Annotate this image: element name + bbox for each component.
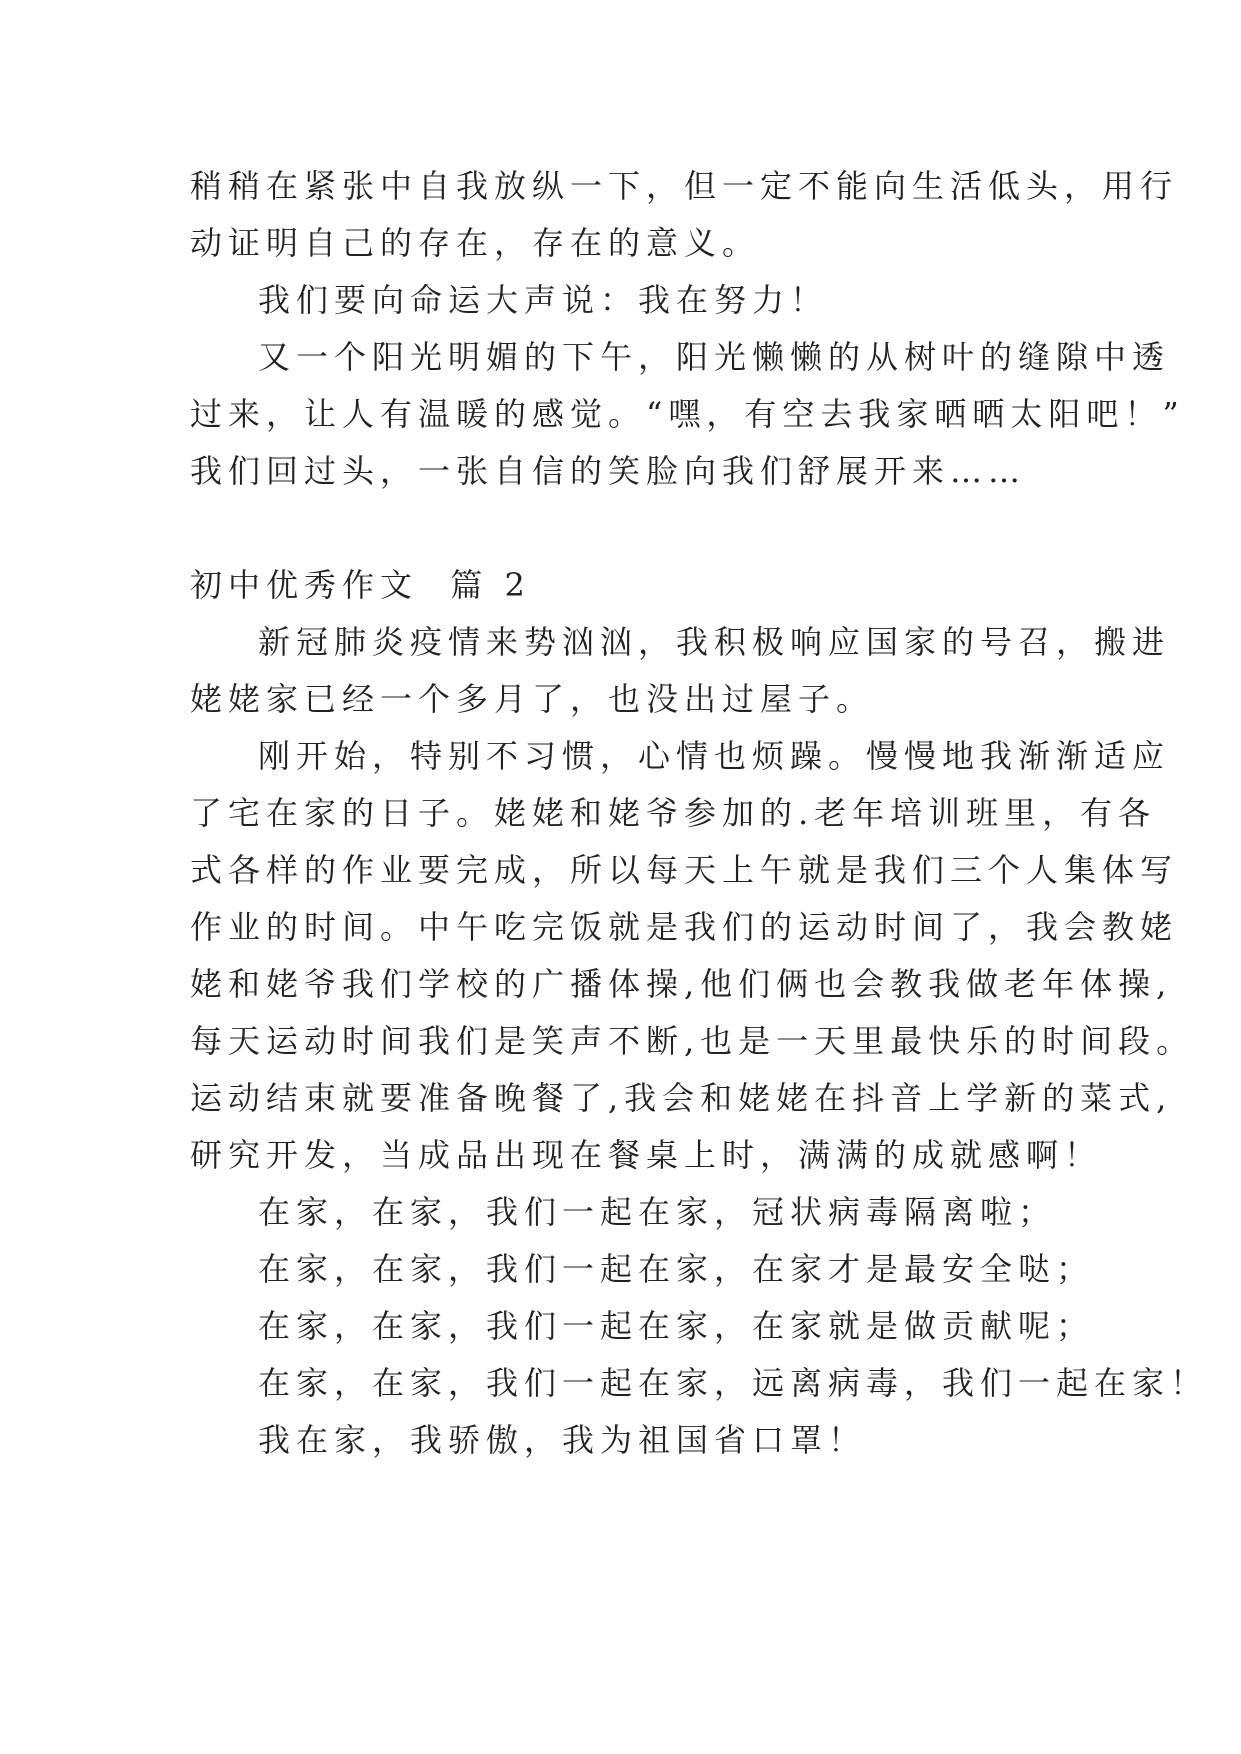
- paragraph-line: 新冠肺炎疫情来势汹汹，我积极响应国家的号召，搬进: [258, 623, 1171, 661]
- paragraph-line: 每天运动时间我们是笑声不断,也是一天里最快乐的时间段。: [190, 1022, 1195, 1060]
- poem-line: 在家，在家，我们一起在家，在家就是做贡献呢；: [258, 1307, 1095, 1345]
- paragraph-line: 动证明自己的存在，存在的意义。: [190, 224, 761, 262]
- paragraph-line: 过来，让人有温暖的感觉。“嘿，有空去我家晒晒太阳吧！”: [190, 395, 1185, 433]
- paragraph-line: 研究开发，当成品出现在餐桌上时，满满的成就感啊！: [190, 1136, 1103, 1174]
- paragraph-line: 姥和姥爷我们学校的广播体操,他们俩也会教我做老年体操,: [190, 965, 1173, 1003]
- paragraph-line: 姥姥家已经一个多月了，也没出过屋子。: [190, 680, 875, 718]
- paragraph-line: 稍稍在紧张中自我放纵一下，但一定不能向生活低头，用行: [190, 167, 1179, 205]
- section-heading: 初中优秀作文 篇 2: [190, 566, 531, 604]
- paragraph-line: 作业的时间。中午吃完饭就是我们的运动时间了，我会教姥: [190, 908, 1179, 946]
- poem-line: 我在家，我骄傲，我为祖国省口罩！: [258, 1421, 867, 1459]
- poem-line: 在家，在家，我们一起在家，在家才是最安全哒；: [258, 1250, 1095, 1288]
- paragraph-line: 又一个阳光明媚的下午，阳光懒懒的从树叶的缝隙中透: [258, 338, 1171, 376]
- poem-line: 在家，在家，我们一起在家，远离病毒，我们一起在家！: [258, 1364, 1209, 1402]
- section-spacer: [190, 500, 1060, 557]
- paragraph-line: 运动结束就要准备晚餐了,我会和姥姥在抖音上学新的菜式,: [190, 1079, 1173, 1117]
- paragraph-line: 刚开始，特别不习惯，心情也烦躁。慢慢地我渐渐适应: [258, 737, 1171, 775]
- paragraph-line: 我们要向命运大声说：我在努力！: [258, 281, 829, 319]
- paragraph-line: 我们回过头，一张自信的笑脸向我们舒展开来……: [190, 452, 1027, 490]
- poem-line: 在家，在家，我们一起在家，冠状病毒隔离啦；: [258, 1193, 1057, 1231]
- paragraph-line: 了宅在家的日子。姥姥和姥爷参加的.老年培训班里，有各: [190, 794, 1157, 832]
- paragraph-line: 式各样的作业要完成，所以每天上午就是我们三个人集体写: [190, 851, 1179, 889]
- document-page: [190, 158, 1209, 1469]
